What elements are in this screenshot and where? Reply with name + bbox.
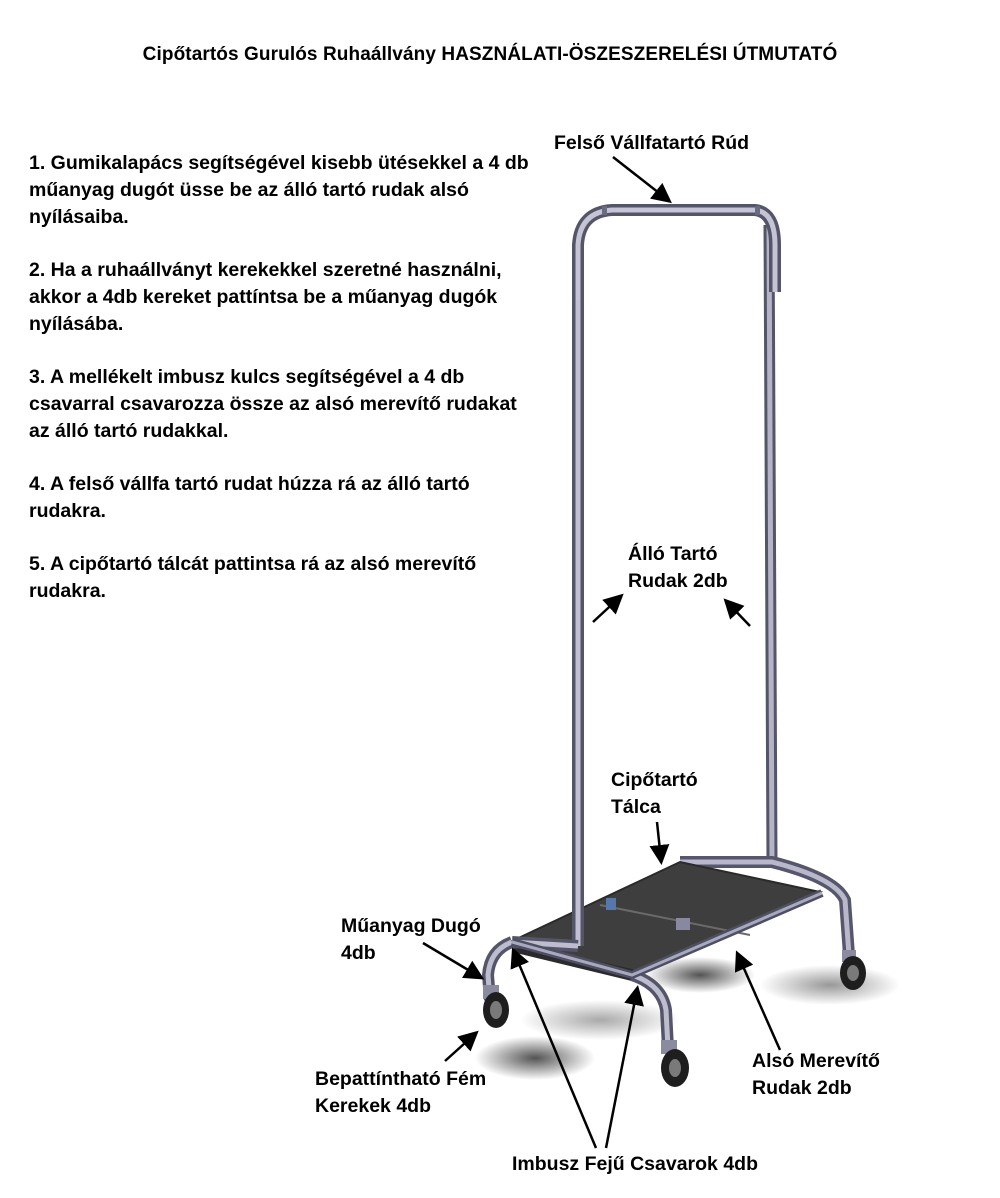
label-plug-line-2: 4db	[341, 942, 376, 964]
label-wheels	[315, 1066, 486, 1120]
pointer-arrows	[423, 157, 780, 1148]
label-top-rod: Felső Vállfatartó Rúd	[554, 132, 750, 154]
label-braces	[752, 1048, 880, 1102]
label-tray-line-1: Cipőtartó	[611, 769, 698, 791]
label-tray	[611, 767, 698, 821]
wheel-back-right	[840, 950, 866, 990]
instruction-step-3: 3. A mellékelt imbusz kulcs segítségével a 4 db csavarral csavarozza össze az alsó merevítő rudakat az álló tartó rudakkal.	[29, 366, 517, 442]
back-upright-rod	[769, 225, 772, 862]
instruction-step-2: 2. Ha a ruhaállványt kerekekkel szeretné használni, akkor a 4db kereket pattíntsa be a műanyag dugók nyílásába.	[29, 259, 502, 335]
label-uprights-line-2: Rudak 2db	[628, 570, 728, 592]
wheel-front-left	[483, 985, 509, 1028]
label-uprights	[628, 541, 728, 595]
instruction-step-5: 5. A cipőtartó tálcát pattintsa rá az alsó merevítő rudakra.	[29, 553, 477, 602]
label-wheels-line-2: Kerekek 4db	[315, 1095, 431, 1117]
arrow-upright-left	[593, 597, 620, 622]
instruction-step-4: 4. A felső vállfa tartó rudat húzza rá az álló tartó rudakra.	[29, 473, 470, 522]
label-tray-line-2: Tálca	[611, 796, 661, 818]
arrow-upright-right	[727, 602, 750, 626]
label-screws: Imbusz Fejű Csavarok 4db	[512, 1153, 758, 1175]
arrow-braces	[738, 955, 780, 1050]
instruction-step-1: 1. Gumikalapács segítségével kisebb ütésekkel a 4 db műanyag dugót üsse be az álló tartó rudak alsó nyílásaiba.	[29, 152, 529, 228]
label-plug-line-1: Műanyag Dugó	[341, 915, 481, 937]
page-title: Cipőtartós Gurulós Ruhaállvány HASZNÁLATI-ÖSZESZERELÉSI ÚTMUTATÓ	[142, 44, 838, 65]
label-braces-line-1: Alsó Merevítő	[752, 1050, 880, 1072]
arrow-wheels	[445, 1034, 475, 1061]
label-plug	[341, 913, 481, 967]
arrow-top-rod	[613, 157, 668, 200]
label-uprights-line-1: Álló Tartó	[628, 543, 718, 565]
top-hanger-rod	[578, 206, 775, 300]
arrow-tray	[657, 822, 661, 860]
label-braces-line-2: Rudak 2db	[752, 1077, 852, 1099]
label-wheels-line-1: Bepattíntható Fém	[315, 1068, 487, 1090]
wheel-front-right	[661, 1040, 689, 1087]
